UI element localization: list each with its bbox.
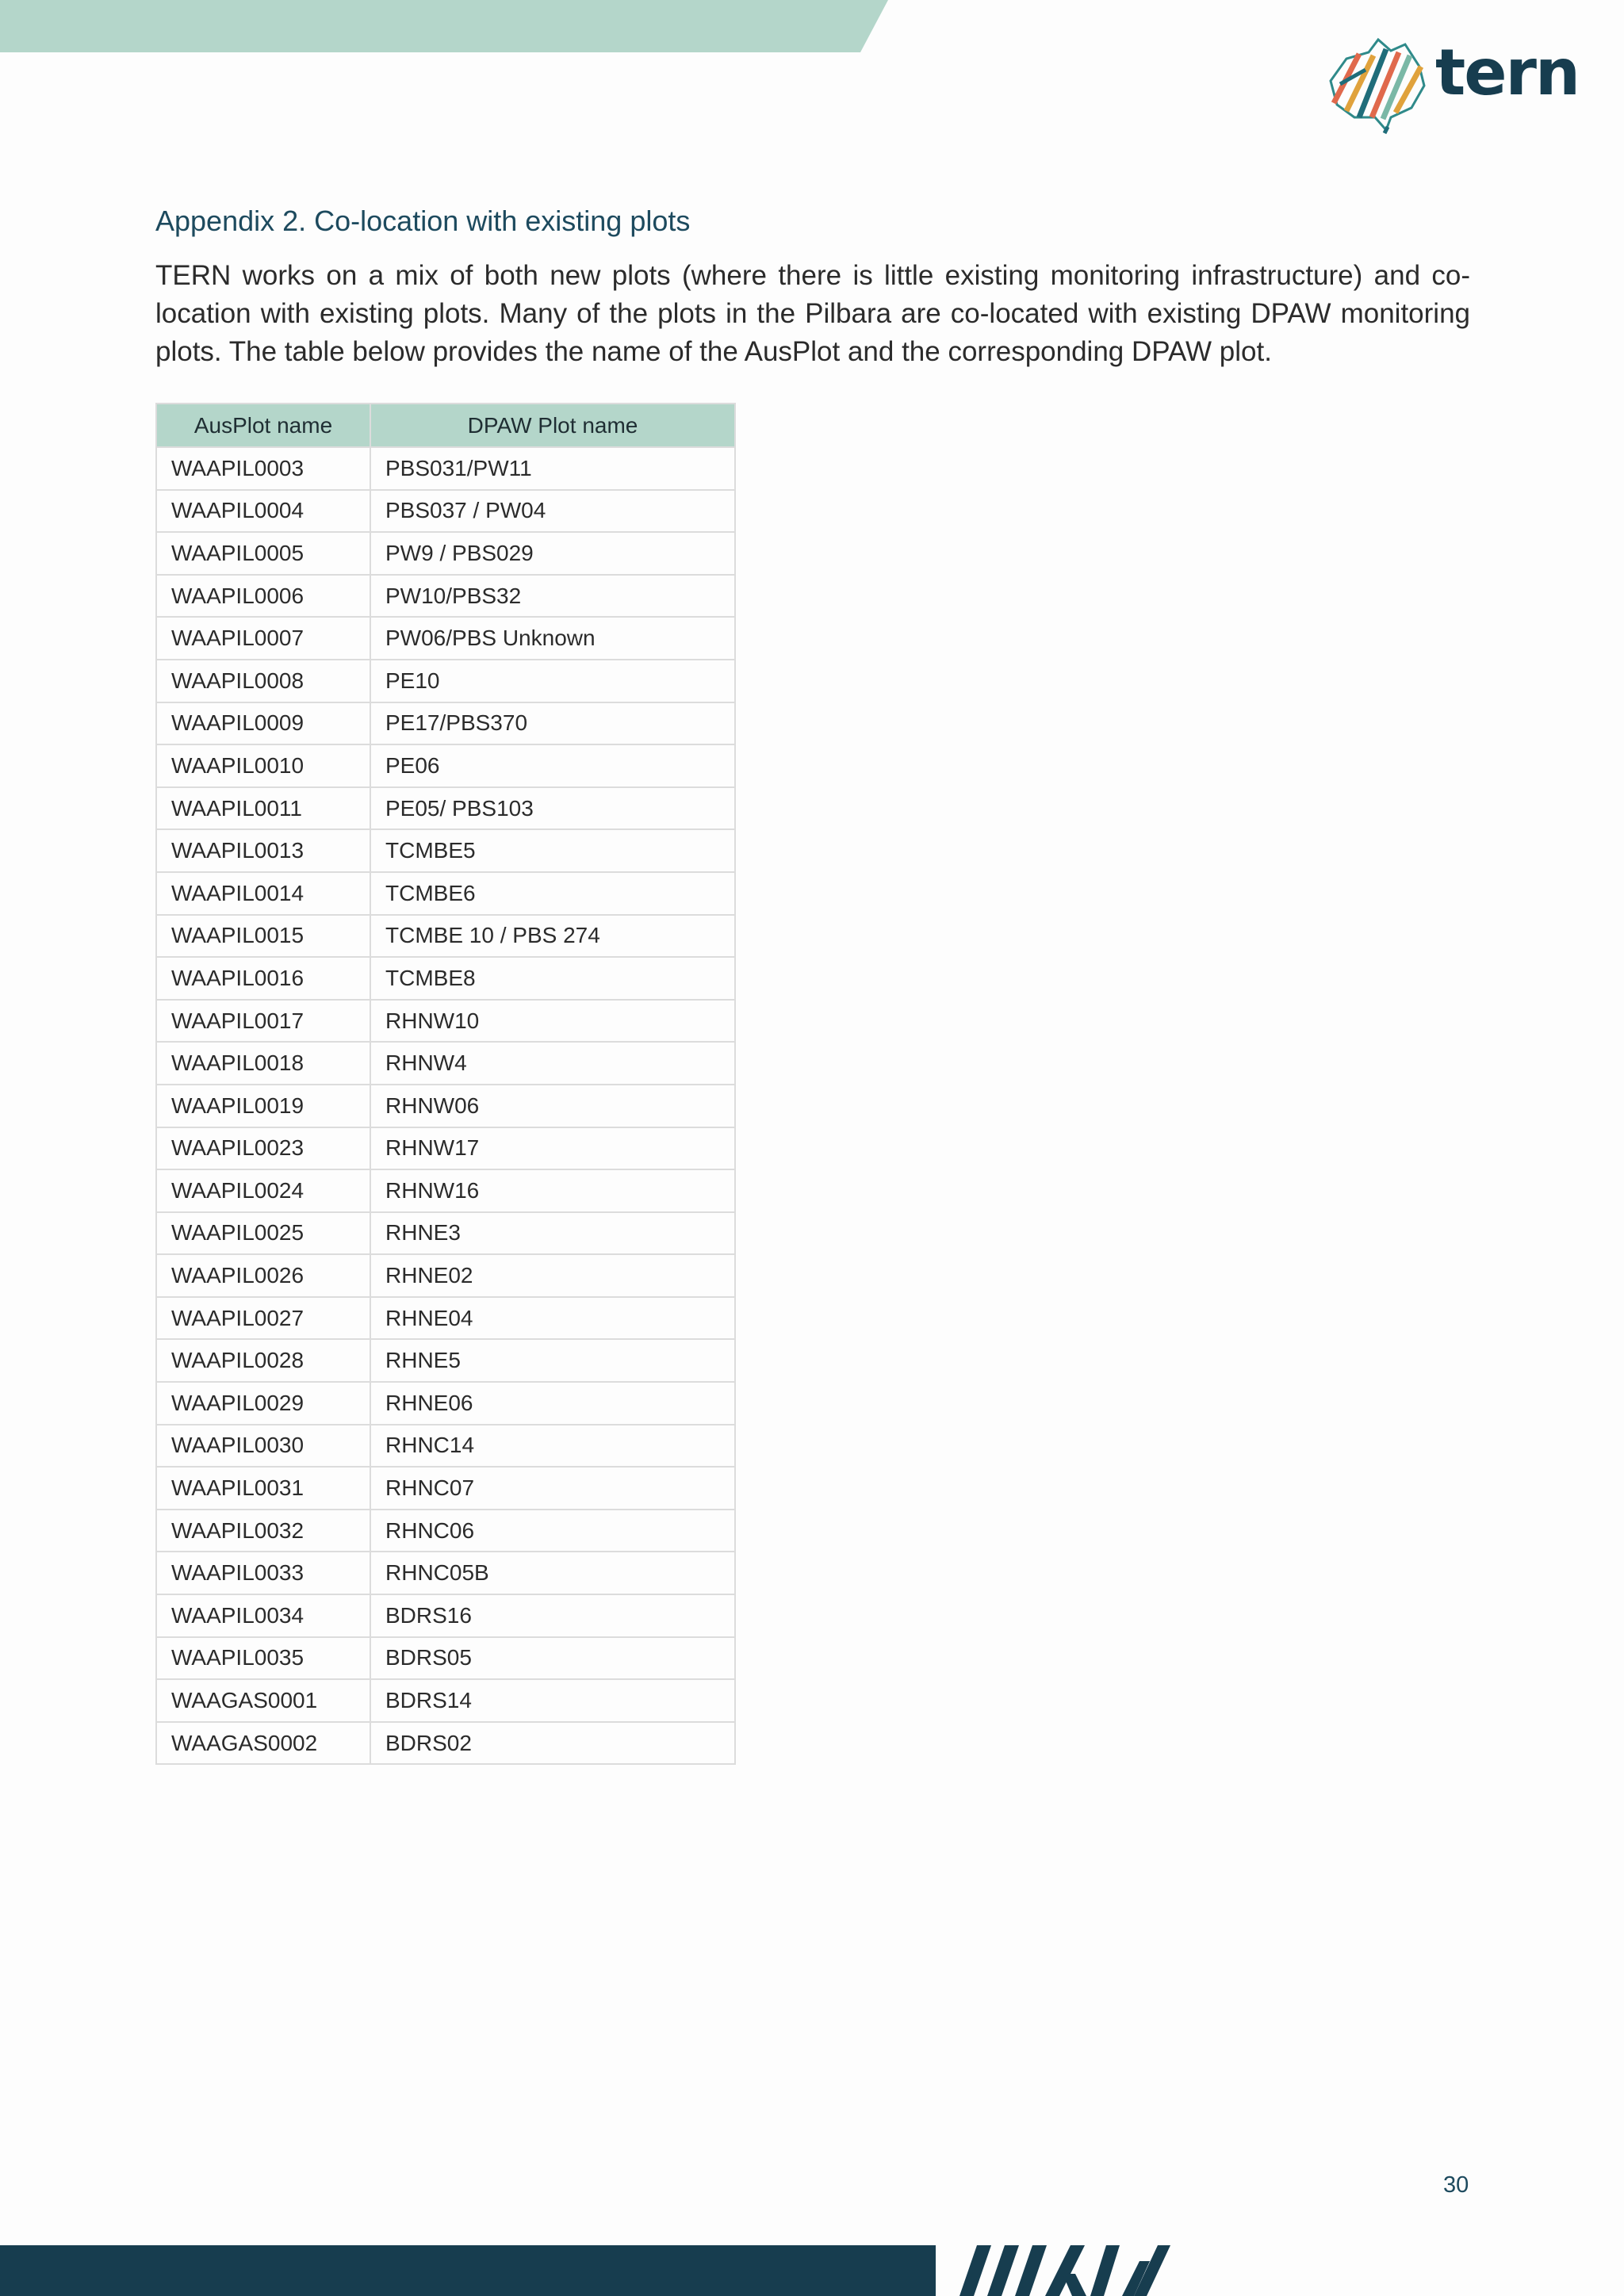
- ausplot-name-cell: WAAPIL0016: [156, 957, 370, 1000]
- ausplot-name-cell: WAAPIL0009: [156, 702, 370, 745]
- dpaw-plot-name-cell: BDRS02: [370, 1722, 735, 1765]
- ausplot-name-cell: WAAPIL0030: [156, 1425, 370, 1468]
- table-row: [156, 1339, 735, 1382]
- ausplot-name-cell: WAAPIL0014: [156, 872, 370, 915]
- dpaw-plot-name-cell: TCMBE6: [370, 872, 735, 915]
- ausplot-name-cell: WAAPIL0035: [156, 1637, 370, 1680]
- dpaw-plot-name-cell: PE05/ PBS103: [370, 787, 735, 830]
- tern-logo: [1323, 35, 1579, 138]
- ausplot-name-cell: WAAPIL0006: [156, 575, 370, 618]
- ausplot-name-cell: WAAPIL0028: [156, 1339, 370, 1382]
- ausplot-name-cell: WAAPIL0010: [156, 744, 370, 787]
- table-row: [156, 1679, 735, 1722]
- table-row: [156, 1382, 735, 1425]
- footer-stripes: [959, 2245, 1170, 2296]
- table-row: [156, 1722, 735, 1765]
- ausplot-name-cell: WAAPIL0023: [156, 1127, 370, 1170]
- column-header-dpaw: DPAW Plot name: [370, 404, 735, 447]
- table-row: [156, 829, 735, 872]
- table-row: [156, 1637, 735, 1680]
- table-row: [156, 872, 735, 915]
- page-number: 30: [1443, 2172, 1469, 2198]
- table-row: [156, 1467, 735, 1510]
- dpaw-plot-name-cell: RHNW4: [370, 1042, 735, 1085]
- table-row: [156, 744, 735, 787]
- dpaw-plot-name-cell: RHNC05B: [370, 1552, 735, 1594]
- table-row: [156, 1169, 735, 1212]
- dpaw-plot-name-cell: TCMBE 10 / PBS 274: [370, 915, 735, 958]
- table-row: [156, 1042, 735, 1085]
- ausplot-name-cell: WAAPIL0029: [156, 1382, 370, 1425]
- dpaw-plot-name-cell: RHNW06: [370, 1085, 735, 1127]
- table-row: [156, 787, 735, 830]
- footer-band: [0, 2245, 1624, 2296]
- table-row: [156, 1594, 735, 1637]
- table-row: [156, 575, 735, 618]
- ausplot-name-cell: WAAPIL0013: [156, 829, 370, 872]
- table-row: [156, 702, 735, 745]
- dpaw-plot-name-cell: TCMBE5: [370, 829, 735, 872]
- dpaw-plot-name-cell: RHNC07: [370, 1467, 735, 1510]
- ausplot-name-cell: WAAPIL0005: [156, 532, 370, 575]
- dpaw-plot-name-cell: PE06: [370, 744, 735, 787]
- ausplot-name-cell: WAAPIL0032: [156, 1510, 370, 1552]
- dpaw-plot-name-cell: RHNW16: [370, 1169, 735, 1212]
- table-header-row: [156, 404, 735, 447]
- dpaw-plot-name-cell: RHNC06: [370, 1510, 735, 1552]
- table-row: [156, 490, 735, 533]
- table-row: [156, 1254, 735, 1297]
- ausplot-name-cell: WAAPIL0034: [156, 1594, 370, 1637]
- dpaw-plot-name-cell: PBS031/PW11: [370, 447, 735, 490]
- dpaw-plot-name-cell: RHNC14: [370, 1425, 735, 1468]
- ausplot-name-cell: WAAGAS0001: [156, 1679, 370, 1722]
- ausplot-name-cell: WAAPIL0026: [156, 1254, 370, 1297]
- dpaw-plot-name-cell: PW9 / PBS029: [370, 532, 735, 575]
- ausplot-name-cell: WAAPIL0033: [156, 1552, 370, 1594]
- table-row: [156, 447, 735, 490]
- dpaw-plot-name-cell: RHNE3: [370, 1212, 735, 1255]
- table-row: [156, 1552, 735, 1594]
- dpaw-plot-name-cell: PE17/PBS370: [370, 702, 735, 745]
- ausplot-name-cell: WAAPIL0027: [156, 1297, 370, 1340]
- table-row: [156, 915, 735, 958]
- table-body: [156, 447, 735, 1764]
- table-row: [156, 1127, 735, 1170]
- ausplot-name-cell: WAAPIL0019: [156, 1085, 370, 1127]
- dpaw-plot-name-cell: BDRS05: [370, 1637, 735, 1680]
- dpaw-plot-name-cell: TCMBE8: [370, 957, 735, 1000]
- tern-logo-icon: [1323, 35, 1434, 138]
- intro-paragraph: TERN works on a mix of both new plots (where there is little existing monitoring infrastructure) and co-location with existing plots. Many of the plots in the Pilbara are co-located with existing DPAW monitoring plots. The table below provides the name of the AusPlot and the corresponding DPAW plot.: [155, 260, 1470, 367]
- dpaw-plot-name-cell: BDRS16: [370, 1594, 735, 1637]
- table-row: [156, 532, 735, 575]
- column-header-ausplot: AusPlot name: [156, 404, 370, 447]
- table-row: [156, 660, 735, 702]
- ausplot-name-cell: WAAGAS0002: [156, 1722, 370, 1765]
- ausplot-name-cell: WAAPIL0024: [156, 1169, 370, 1212]
- ausplot-name-cell: WAAPIL0017: [156, 1000, 370, 1043]
- dpaw-plot-name-cell: RHNW10: [370, 1000, 735, 1043]
- table-row: [156, 1085, 735, 1127]
- co-location-table: [155, 403, 736, 1765]
- dpaw-plot-name-cell: PBS037 / PW04: [370, 490, 735, 533]
- ausplot-name-cell: WAAPIL0007: [156, 617, 370, 660]
- table-row: [156, 617, 735, 660]
- dpaw-plot-name-cell: RHNE5: [370, 1339, 735, 1382]
- dpaw-plot-name-cell: PE10: [370, 660, 735, 702]
- dpaw-plot-name-cell: RHNW17: [370, 1127, 735, 1170]
- ausplot-name-cell: WAAPIL0015: [156, 915, 370, 958]
- dpaw-plot-name-cell: BDRS14: [370, 1679, 735, 1722]
- dpaw-plot-name-cell: RHNE06: [370, 1382, 735, 1425]
- dpaw-plot-name-cell: PW10/PBS32: [370, 575, 735, 618]
- ausplot-name-cell: WAAPIL0004: [156, 490, 370, 533]
- ausplot-name-cell: WAAPIL0008: [156, 660, 370, 702]
- dpaw-plot-name-cell: RHNE04: [370, 1297, 735, 1340]
- ausplot-name-cell: WAAPIL0003: [156, 447, 370, 490]
- table-row: [156, 1212, 735, 1255]
- section-heading: Appendix 2. Co-location with existing plots: [155, 205, 691, 237]
- table-row: [156, 1425, 735, 1468]
- dpaw-plot-name-cell: PW06/PBS Unknown: [370, 617, 735, 660]
- ausplot-name-cell: WAAPIL0011: [156, 787, 370, 830]
- table-row: [156, 1000, 735, 1043]
- ausplot-name-cell: WAAPIL0025: [156, 1212, 370, 1255]
- table-row: [156, 957, 735, 1000]
- ausplot-name-cell: WAAPIL0018: [156, 1042, 370, 1085]
- dpaw-plot-name-cell: RHNE02: [370, 1254, 735, 1297]
- ausplot-name-cell: WAAPIL0031: [156, 1467, 370, 1510]
- header-band: [0, 0, 888, 52]
- table-row: [156, 1297, 735, 1340]
- logo-wordmark: tern: [1435, 36, 1579, 109]
- table-row: [156, 1510, 735, 1552]
